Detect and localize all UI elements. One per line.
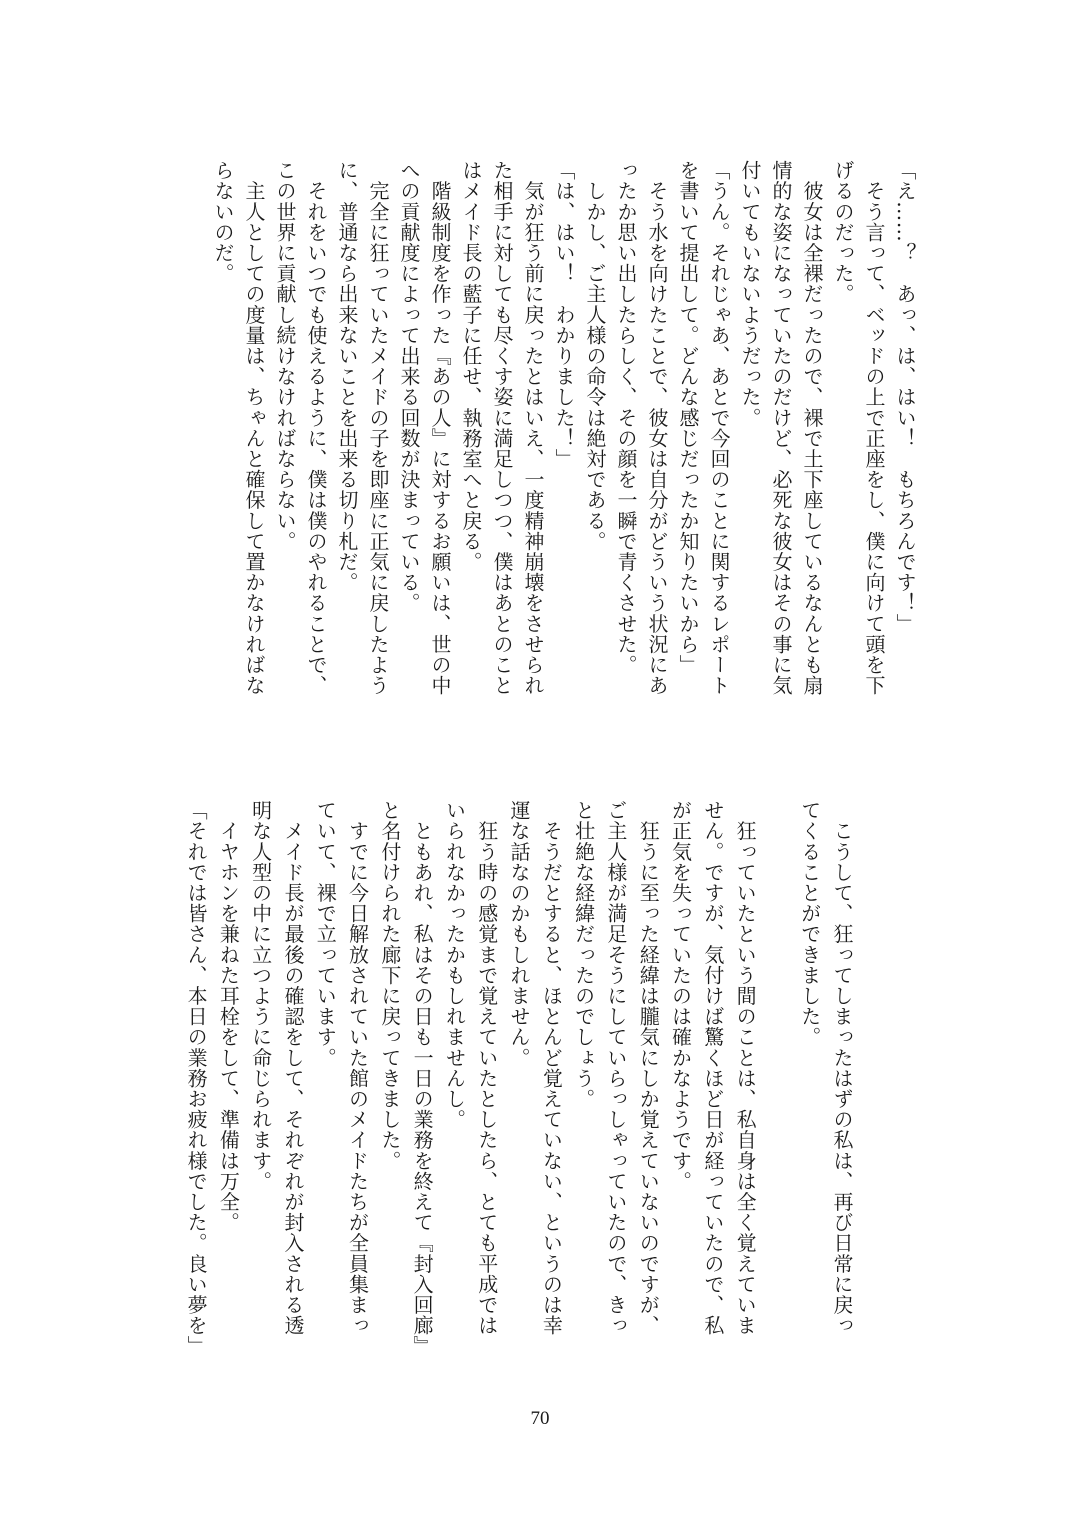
text-line: ともあれ、私はその日も一日の業務を終えて『封入回廊』 bbox=[410, 800, 435, 1357]
text-line: せん。ですが、気付けば驚くほど日が経っていたので、私 bbox=[700, 800, 725, 1336]
text-line: てくることができました。 bbox=[797, 800, 822, 1048]
text-line: 狂う時の感覚まで覚えていたとしたら、とても平成では bbox=[474, 800, 499, 1336]
text-line: 彼女は全裸だったので、裸で土下座しているなんとも扇 bbox=[800, 160, 824, 696]
text-line: こうして、狂ってしまったはずの私は、再び日常に戻っ bbox=[830, 800, 854, 1336]
text-line: を書いて提出して。どんな感じだったか知りたいから」 bbox=[676, 160, 700, 675]
text-line: 運な話なのかもしれません。 bbox=[507, 800, 532, 1068]
top-text-block bbox=[206, 160, 920, 705]
text-line: ていて、裸で立っています。 bbox=[313, 800, 338, 1068]
text-line: 狂っていたという間のことは、私自身は全く覚えていま bbox=[733, 800, 758, 1336]
text-line: ったか思い出したらしく、その顔を一瞬で青くさせた。 bbox=[614, 160, 638, 675]
text-line: 「は、はい！ わかりました！」 bbox=[552, 160, 576, 469]
text-line: に、普通なら出来ないことを出来る切り札だ。 bbox=[335, 160, 359, 593]
text-line: への貢献度によって出来る回数が決まっている。 bbox=[397, 160, 421, 614]
text-line: と壮絶な経緯だったのでしょう。 bbox=[571, 800, 596, 1109]
text-line: 狂うに至った経緯は朧気にしか覚えていないのですが、 bbox=[636, 800, 661, 1336]
text-line: ご主人様が満足そうにしていらっしゃっていたので、きっ bbox=[603, 800, 628, 1336]
text-line: この世界に貢献し続けなければならない。 bbox=[273, 160, 297, 552]
text-line: が正気を失っていたのは確かなようです。 bbox=[668, 800, 693, 1192]
text-line: 主人としての度量は、ちゃんと確保して置かなければな bbox=[242, 160, 266, 696]
text-line: 階級制度を作った『あの人』に対するお願いは、世の中 bbox=[428, 160, 452, 696]
text-line: そうだとすると、ほとんど覚えていない、というのは幸 bbox=[539, 800, 564, 1336]
text-line: と名付けられた廊下に戻ってきました。 bbox=[377, 800, 402, 1171]
text-line: 「それでは皆さん、本日の業務お疲れ様でした。良い夢を」 bbox=[184, 800, 209, 1357]
text-line: た相手に対しても尽くす姿に満足しつつ、僕はあとのこと bbox=[490, 160, 514, 696]
text-line: 気が狂う前に戻ったとはいえ、一度精神崩壊をさせられ bbox=[521, 160, 545, 696]
text-line: はメイド長の藍子に任せ、執務室へと戻る。 bbox=[459, 160, 483, 572]
bottom-text-block bbox=[180, 800, 858, 1380]
text-line: そう言って、ベッドの上で正座をし、僕に向けて頭を下 bbox=[862, 160, 886, 696]
text-line: すでに今日解放されていた館のメイドたちが全員集まっ bbox=[345, 800, 370, 1336]
text-line: らないのだ。 bbox=[211, 160, 235, 284]
text-line: いられなかったかもしれませんし。 bbox=[442, 800, 467, 1130]
text-line: イヤホンを兼ねた耳栓をして、準備は万全。 bbox=[216, 800, 241, 1233]
text-line: しかし、ご主人様の命令は絶対である。 bbox=[583, 160, 607, 552]
text-line: メイド長が最後の確認をして、それぞれが封入される透 bbox=[280, 800, 305, 1336]
text-line: 完全に狂っていたメイドの子を即座に正気に戻したよう bbox=[366, 160, 390, 696]
text-line: げるのだった。 bbox=[831, 160, 855, 305]
text-line: 「え……？ あっ、は、はい！ もちろんです！」 bbox=[893, 160, 917, 634]
text-line: そう水を向けたことで、彼女は自分がどういう状況にあ bbox=[645, 160, 669, 696]
text-line: 情的な姿になっていたのだけど、必死な彼女はその事に気 bbox=[769, 160, 793, 696]
text-line: 明な人型の中に立つように命じられます。 bbox=[248, 800, 273, 1192]
text-line: それをいつでも使えるように、僕は僕のやれることで、 bbox=[304, 160, 328, 696]
page-number: 70 bbox=[530, 1408, 550, 1429]
text-line bbox=[761, 800, 793, 1380]
text-line: 「うん。それじゃあ、あとで今回のことに関するレポート bbox=[707, 160, 731, 696]
text-line: 付いてもいないようだった。 bbox=[738, 160, 762, 428]
